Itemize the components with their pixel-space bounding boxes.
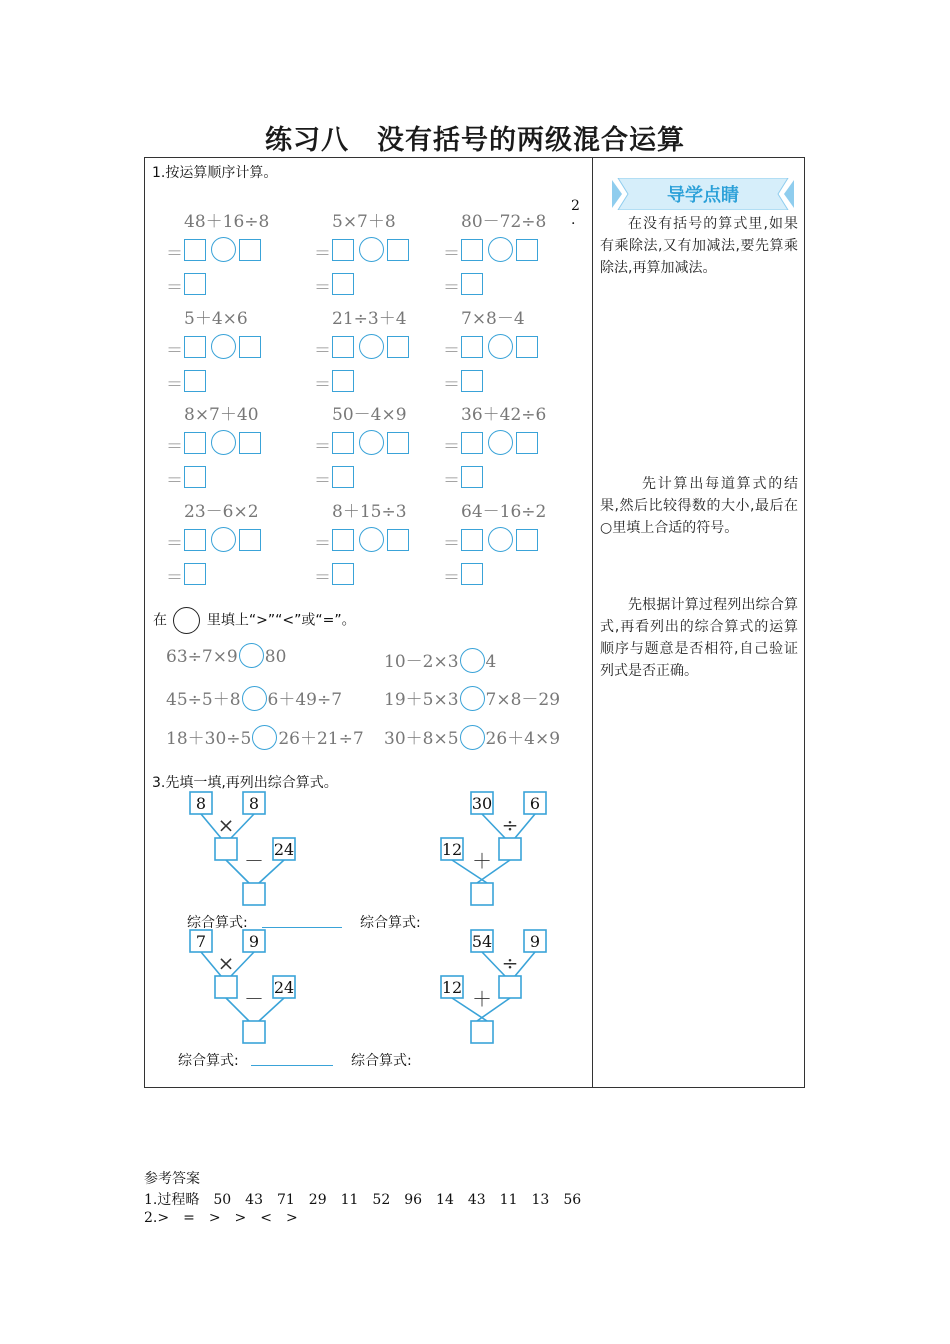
- equals-sign: ＝: [314, 568, 331, 588]
- expression: 36＋42÷6: [461, 405, 547, 425]
- number-box-value: 8: [248, 794, 260, 813]
- answers-line-1: 1.过程略 50 43 71 29 11 52 96 14 43 11 13 56: [144, 1192, 582, 1208]
- comparison-left: 18＋30÷5: [166, 729, 252, 749]
- number-box-value: 8: [195, 794, 207, 813]
- expression: 5＋4×6: [184, 309, 248, 329]
- formula-label-4: 综合算式:: [351, 1053, 412, 1069]
- final-answer-box[interactable]: [471, 1021, 493, 1043]
- page-title: 练习八 没有括号的两级混合运算: [265, 125, 685, 156]
- equals-sign: ＝: [443, 437, 460, 457]
- tip-1: 在没有括号的算式里,如果有乘除法,又有加减法,要先算乘除法,再算加减法。: [600, 216, 798, 276]
- expression: 80－72÷8: [461, 212, 547, 232]
- equals-sign: ＝: [166, 278, 183, 298]
- equals-sign: ＝: [443, 341, 460, 361]
- expression: 21÷3＋4: [332, 309, 407, 329]
- final-answer-box[interactable]: [471, 883, 493, 905]
- final-answer-box[interactable]: [243, 883, 265, 905]
- operator-symbol: ×: [217, 813, 235, 837]
- comparison-left: 19＋5×3: [384, 690, 459, 710]
- intermediate-answer-box[interactable]: [499, 976, 521, 998]
- comparison-left: 63÷7×9: [166, 647, 238, 667]
- number-box-value: 54: [471, 932, 493, 951]
- equals-sign: ＝: [443, 534, 460, 554]
- equals-sign: ＝: [443, 244, 460, 264]
- section2-heading: 在 里填上“>”“<”或“=”。: [153, 607, 356, 634]
- number-box-value: 12: [441, 840, 463, 859]
- final-answer-box[interactable]: [243, 1021, 265, 1043]
- tip-banner-title: 导学点睛: [667, 185, 739, 206]
- section3-heading: 3.先填一填,再列出综合算式。: [152, 775, 338, 791]
- expression: 8＋15÷3: [332, 502, 407, 522]
- number-box-value: 7: [195, 932, 207, 951]
- equals-sign: ＝: [166, 471, 183, 491]
- formula-label-3: 综合算式:: [178, 1053, 239, 1069]
- comparison-left: 30＋8×5: [384, 729, 459, 749]
- equals-sign: ＝: [166, 534, 183, 554]
- formula-label-1: 综合算式:: [187, 915, 248, 931]
- tip-2: 先计算出每道算式的结果,然后比较得数的大小,最后在○里填上合适的符号。: [600, 476, 798, 536]
- formula-answer-line-1[interactable]: [262, 927, 342, 928]
- expression: 23－6×2: [184, 502, 259, 522]
- expression: 48＋16÷8: [184, 212, 270, 232]
- equals-sign: ＝: [166, 244, 183, 264]
- equals-sign: ＝: [166, 437, 183, 457]
- number-box-value: 24: [273, 840, 295, 859]
- equals-sign: ＝: [314, 244, 331, 264]
- operator-symbol: －: [244, 987, 264, 1011]
- number-box-value: 12: [441, 978, 463, 997]
- comparison-right: 4: [485, 652, 497, 672]
- number-box-value: 9: [248, 932, 260, 951]
- expression: 5×7＋8: [332, 212, 396, 232]
- connector-line: [231, 952, 254, 976]
- equals-sign: ＝: [314, 534, 331, 554]
- operator-symbol: －: [244, 849, 264, 873]
- expression: 64－16÷2: [461, 502, 547, 522]
- answers-heading: 参考答案: [144, 1171, 200, 1187]
- comparison-right: 26＋21÷7: [278, 729, 364, 749]
- equals-sign: ＝: [314, 437, 331, 457]
- equals-sign: ＝: [443, 278, 460, 298]
- equals-sign: ＝: [166, 341, 183, 361]
- connector-line: [231, 814, 254, 838]
- equals-sign: ＝: [166, 568, 183, 588]
- number-box-value: 6: [529, 794, 541, 813]
- comparison-left: 45÷5＋8: [166, 690, 241, 710]
- section2-number: 2 .: [571, 198, 580, 228]
- comparison-right: 6＋49÷7: [267, 690, 343, 710]
- intermediate-answer-box[interactable]: [499, 838, 521, 860]
- expression: 50－4×9: [332, 405, 407, 425]
- equals-sign: ＝: [314, 278, 331, 298]
- formula-answer-line-3[interactable]: [251, 1065, 333, 1066]
- operator-symbol: ＋: [472, 849, 492, 873]
- tip-3: 先根据计算过程列出综合算式,再看列出的综合算式的运算顺序与题意是否相符,自己验证列式是否正确。: [600, 597, 798, 679]
- operator-symbol: ×: [217, 951, 235, 975]
- answers-line-2: 2.> = > > < >: [144, 1210, 298, 1226]
- comparison-right: 26＋4×9: [485, 729, 561, 749]
- expression: 7×8－4: [461, 309, 525, 329]
- operator-symbol: ＋: [472, 987, 492, 1011]
- number-box-value: 30: [471, 794, 493, 813]
- number-box-value: 24: [273, 978, 295, 997]
- equals-sign: ＝: [443, 375, 460, 395]
- section1-heading: 1.按运算顺序计算。: [152, 165, 278, 181]
- equals-sign: ＝: [166, 375, 183, 395]
- operator-symbol: ÷: [501, 951, 519, 975]
- comparison-right: 80: [264, 647, 287, 667]
- equals-sign: ＝: [314, 471, 331, 491]
- comparison-right: 7×8－29: [485, 690, 561, 710]
- equals-sign: ＝: [314, 341, 331, 361]
- number-box-value: 9: [529, 932, 541, 951]
- equals-sign: ＝: [314, 375, 331, 395]
- expression: 8×7＋40: [184, 405, 259, 425]
- equals-sign: ＝: [443, 471, 460, 491]
- intermediate-answer-box[interactable]: [215, 838, 237, 860]
- equals-sign: ＝: [443, 568, 460, 588]
- comparison-left: 10－2×3: [384, 652, 459, 672]
- operator-symbol: ÷: [501, 813, 519, 837]
- intermediate-answer-box[interactable]: [215, 976, 237, 998]
- formula-label-2: 综合算式:: [360, 915, 421, 931]
